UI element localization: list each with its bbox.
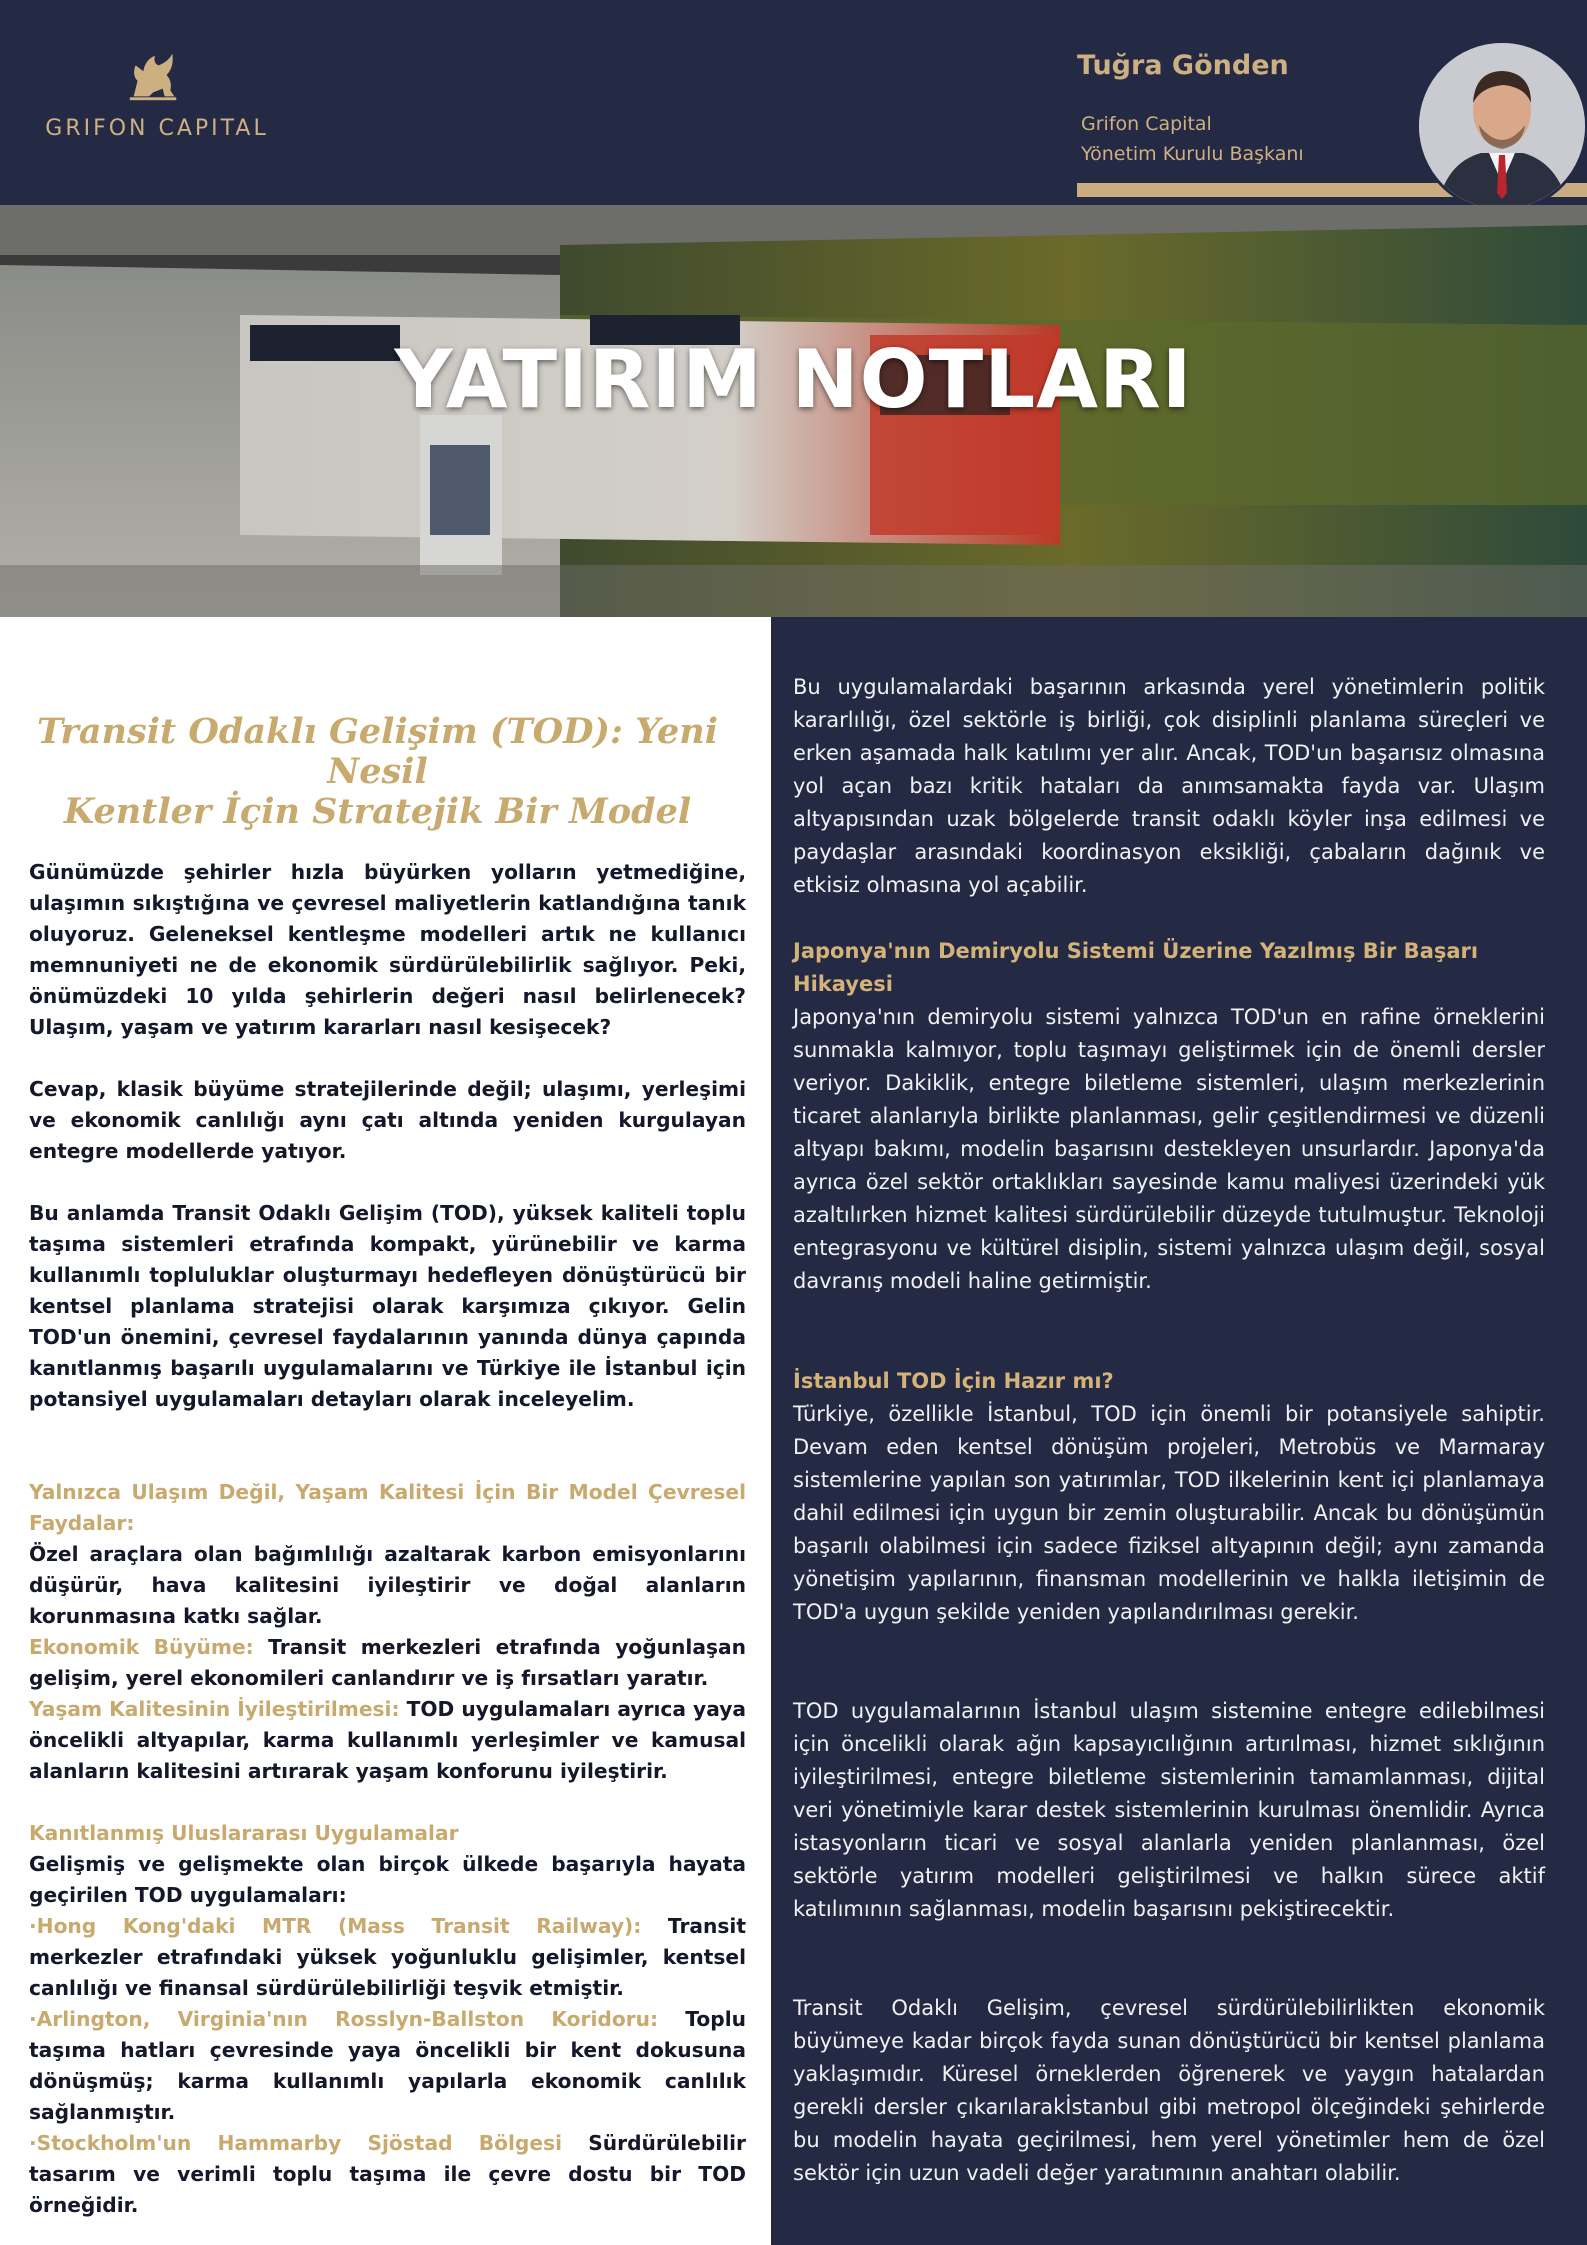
hero-photo (0, 205, 1587, 617)
paragraph: Japonya'nın demiryolu sistemi yalnızca TOD'un en rafine örneklerini sunmakla kalmıyor, toplu taşımayı geliştirmek için de önemli dersler veriyor. Dakiklik, entegre biletleme sistemleri, ulaşım merkezlerinin ticaret alanlarıyla birlikte planlanması, gelir çeşitlendirmesi ve düzenli altyapı bakımı, modelin başarısını destekleyen unsurlardır. Japonya'da ayrıca özel sektör ortaklıkları sayesinde kamu maliyesi üzerindeki yük azaltılırken hizmet kalitesi sürdürülebilir düzeyde tutulmuştur. Teknoloji entegrasyonu ve kültürel disiplin, sistemi yalnızca ulaşım değil, sosyal davranış modeli haline getirmiştir. (793, 1005, 1545, 1293)
text: Toplu taşıma hatları çevresinde yaya öncelikli bir kent dokusuna dönüşmüş; karma kullanımlı yapılarla ekonomik canlılık sağlanmıştır. (29, 2007, 746, 2124)
paragraph (29, 1632, 746, 1694)
label: ·Stockholm'un Hammarby Sjöstad Bölgesi (29, 2131, 562, 2155)
label: Yaşam Kalitesinin İyileştirilmesi: (29, 1697, 400, 1721)
paragraph (29, 2004, 746, 2128)
label: ·Arlington, Virginia'nın Rosslyn-Ballston Koridoru: (29, 2007, 659, 2031)
paragraph (29, 2128, 746, 2221)
hero-title: YATIRIM NOTLARI (394, 333, 1193, 426)
intro-paragraph: Günümüzde şehirler hızla büyürken yolların yetmediğine, ulaşımın sıkıştığına ve çevresel maliyetlerin katlandığına tanık oluyoruz. Geleneksel kentleşme modelleri artık ne kullanıcı memnuniyeti ne de ekonomik sürdürülebilirlik sağlıyor. Peki, önümüzdeki 10 yılda şehirlerin değeri nasıl belirlenecek? Ulaşım, yaşam ve yatırım kararları nasıl kesişecek? (29, 860, 746, 1039)
section-heading: Japonya'nın Demiryolu Sistemi Üzerine Yazılmış Bir Başarı Hikayesi (793, 939, 1479, 996)
author-company: Grifon Capital (1081, 113, 1212, 135)
paragraph: TOD uygulamalarının İstanbul ulaşım sistemine entegre edilebilmesi için öncelikli olarak ağın kapsayıcılığının artırılması, hizmet sıklığının iyileştirilmesi, entegre biletleme sistemlerinin tamamlanması, dijital veri yönetimiyle karar destek sistemlerinin kurulması önemlidir. Ayrıca istasyonların ticari ve sosyal alanlarla yeniden planlanması, özel sektörle yatırım modelleri geliştirilmesi ve halkın sürece aktif katılımının sağlanması, modelin başarısını pekiştirecektir. (793, 1699, 1545, 1921)
header-banner (0, 0, 1587, 205)
article-title (30, 712, 725, 832)
text: TOD uygulamaları ayrıca yaya öncelikli altyapılar, karma kullanımlı yerleşimler ve kamusal alanların kalitesini artırarak yaşam konforunu iyileştirir. (29, 1697, 747, 1783)
paragraph: Cevap, klasik büyüme stratejilerinde değil; ulaşımı, yerleşimi ve ekonomik canlılığı aynı çatı altında yeniden kurgulayan entegre modellerde yatıyor. (29, 1077, 746, 1163)
text: Transit merkezler etrafındaki yüksek yoğunluklu gelişimler, kentsel canlılığı ve finansal sürdürülebilirliği teşvik etmiştir. (29, 1914, 746, 2000)
griffin-icon (124, 48, 182, 106)
paragraph: Transit Odaklı Gelişim, çevresel sürdürülebilirlikten ekonomik büyümeye kadar birçok fayda sunan dönüştürücü bir kentsel planlama yaklaşımıdır. Küresel örneklerden öğrenerek ve yaygın hatalardan gerekli dersler çıkarılarakİstanbul gibi metropol ölçeğindeki şehirlerde bu modelin hayata geçirilmesi, hem yerel yönetimler hem de özel sektör için uzun vadeli değer yaratımının anahtarı olabilir. (793, 1996, 1545, 2185)
author-name: Tuğra Gönden (1077, 50, 1289, 81)
brand-name: GRIFON CAPITAL (45, 116, 269, 141)
article-title-line: Kentler İçin Stratejik Bir Model (63, 791, 692, 832)
paragraph: Türkiye, özellikle İstanbul, TOD için önemli bir potansiyele sahiptir. Devam eden kentsel dönüşüm projeleri, Metrobüs ve Marmaray sistemlerine yapılan son yatırımlar, TOD ilkelerinin kent içi planlamaya dahil edilmesi için uygun bir zemin oluşturabilir. Ancak bu dönüşümün başarılı olabilmesi için sadece fiziksel altyapının değil; aynı zamanda yönetişim yapılarının, finansman modellerinin ve halkla iletişimin de TOD'a uygun şekilde yeniden yapılandırılması gerekir. (793, 1402, 1545, 1624)
section-heading: Kanıtlanmış Uluslararası Uygulamalar (29, 1821, 459, 1845)
section-heading: Yalnızca Ulaşım Değil, Yaşam Kalitesi İçin Bir Model Çevresel Faydalar: (29, 1480, 746, 1535)
paragraph: Bu anlamda Transit Odaklı Gelişim (TOD), yüksek kaliteli toplu taşıma sistemleri etrafında kompakt, yürünebilir ve karma kullanımlı topluluklar oluşturmayı hedefleyen dönüştürücü bir kentsel planlama stratejisi olarak karşımıza çıkıyor. Gelin TOD'un önemini, çevresel faydalarının yanında dünya çapında kanıtlanmış başarılı uygulamalarını ve Türkiye ile İstanbul için potansiyel uygulamaları detayları olarak inceleyelim. (29, 1201, 746, 1411)
label: Ekonomik Büyüme: (29, 1635, 254, 1659)
paragraph: Özel araçlara olan bağımlılığı azaltarak karbon emisyonlarını düşürür, hava kalitesini iyileştirir ve doğal alanların korunmasına katkı sağlar. (29, 1542, 746, 1628)
text: Sürdürülebilir tasarım ve verimli toplu taşıma ile çevre dostu bir TOD örneğidir. (29, 2131, 746, 2217)
paragraph: Bu uygulamalardaki başarının arkasında yerel yönetimlerin politik kararlılığı, özel sektörle iş birliği, çok disiplinli planlama süreçleri ve erken aşamada halk katılımı yer alır. Ancak, TOD'un başarısız olmasına yol açan bazı kritik hataları da anımsamakta fayda var. Ulaşım altyapısından uzak bölgelerde transit odaklı köyler inşa edilmesi ve paydaşlar arasındaki koordinasyon eksikliği, çabaların dağınık ve etkisiz olmasına yol açabilir. (793, 675, 1545, 897)
article-title-line: Transit Odaklı Gelişim (TOD): Yeni Nesil (36, 711, 719, 792)
label: ·Hong Kong'daki MTR (Mass Transit Railway): (29, 1914, 642, 1938)
paragraph (29, 1694, 746, 1787)
paragraph: Gelişmiş ve gelişmekte olan birçok ülkede başarıyla hayata geçirilen TOD uygulamaları: (29, 1852, 746, 1907)
avatar (1416, 40, 1587, 212)
author-role: Yönetim Kurulu Başkanı (1081, 143, 1304, 165)
paragraph (29, 1911, 746, 2004)
section-heading: İstanbul TOD İçin Hazır mı? (793, 1369, 1114, 1393)
text: Transit merkezleri etrafında yoğunlaşan gelişim, yerel ekonomileri canlandırır ve iş fırsatları yaratır. (29, 1635, 746, 1690)
